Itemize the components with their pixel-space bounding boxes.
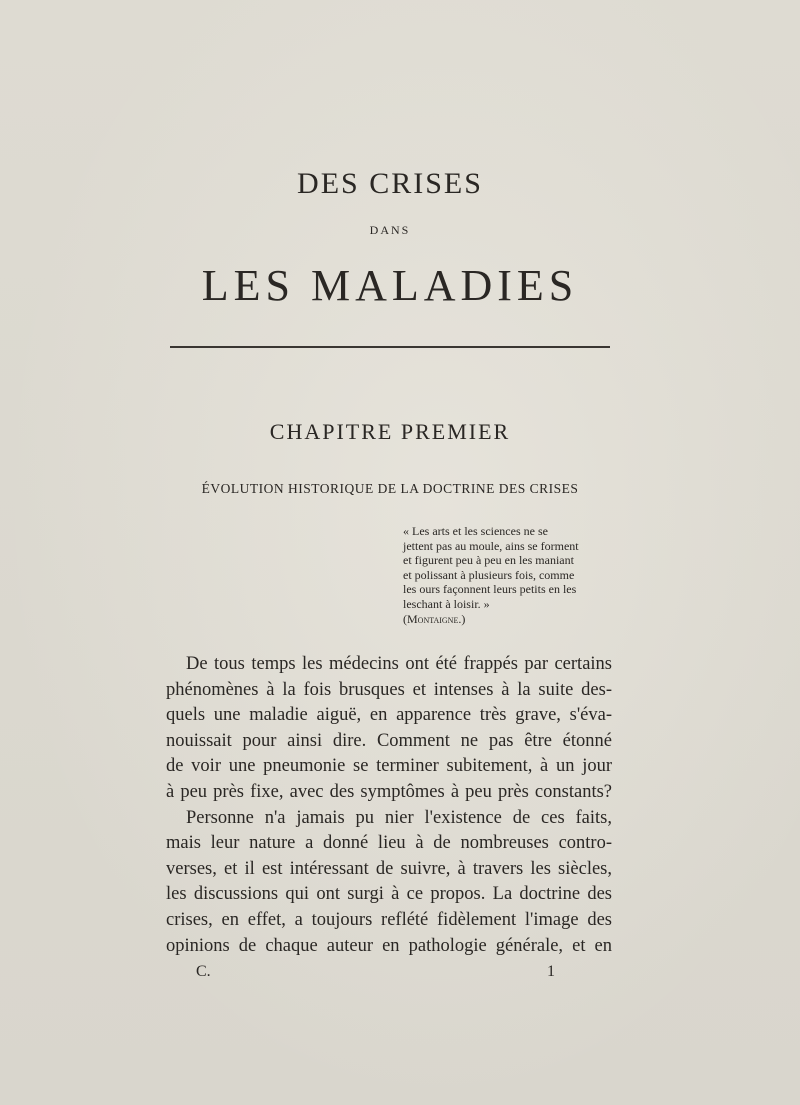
body-line: opinions de chaque auteur en pathologie générale, et en	[166, 935, 612, 956]
body-line: phénomènes à la fois brusques et intenses à la suite des-	[166, 679, 612, 700]
epigraph-line: et polissant à plusieurs fois, comme	[403, 567, 575, 582]
page-number: 1	[547, 963, 555, 980]
epigraph-line: jettent pas au moule, ains se forment	[403, 538, 579, 553]
epigraph-line: les ours façonnent leurs petits en les	[403, 582, 577, 597]
epigraph-line: « Les arts et les sciences ne se	[403, 524, 548, 538]
body-paragraphs	[166, 652, 612, 959]
body-line: Personne n'a jamais pu nier l'existence de ces faits,	[186, 807, 612, 828]
body-line: verses, et il est intéressant de suivre, à travers les siècles,	[166, 858, 612, 879]
title-rule	[170, 346, 610, 348]
title-line-3: LES MALADIES	[201, 261, 579, 310]
epigraph-line: et figurent peu à peu en les maniant	[403, 553, 574, 568]
body-line: crises, en effet, a toujours reflété fidèlement l'image des	[166, 909, 612, 930]
body-line: de voir une pneumonie se terminer subitement, à un jour	[166, 756, 612, 777]
body-line: De tous temps les médecins ont été frappés par certains	[186, 654, 612, 674]
epigraph	[403, 524, 609, 626]
body-line: à peu près fixe, avec des symptômes à peu près constants?	[166, 781, 612, 802]
title-line-1: DES CRISES	[297, 167, 483, 200]
chapter-heading: CHAPITRE PREMIER	[269, 419, 511, 444]
chapter-subtitle: ÉVOLUTION HISTORIQUE DE LA DOCTRINE DES CRISES	[201, 481, 579, 496]
signature-mark: C.	[196, 963, 211, 980]
body-line: les discussions qui ont surgi à ce propos. La doctrine des	[166, 884, 612, 905]
epigraph-attribution: (Montaigne.)	[403, 611, 466, 626]
body-line: mais leur nature a donné lieu à de nombreuses contro-	[166, 833, 612, 854]
body-line: quels une maladie aiguë, en apparence très grave, s'éva-	[166, 705, 612, 726]
body-line: nouissait pour ainsi dire. Comment ne pas être étonné	[166, 730, 612, 751]
epigraph-line: leschant à loisir. »	[403, 596, 490, 611]
title-line-2: DANS	[369, 223, 411, 237]
